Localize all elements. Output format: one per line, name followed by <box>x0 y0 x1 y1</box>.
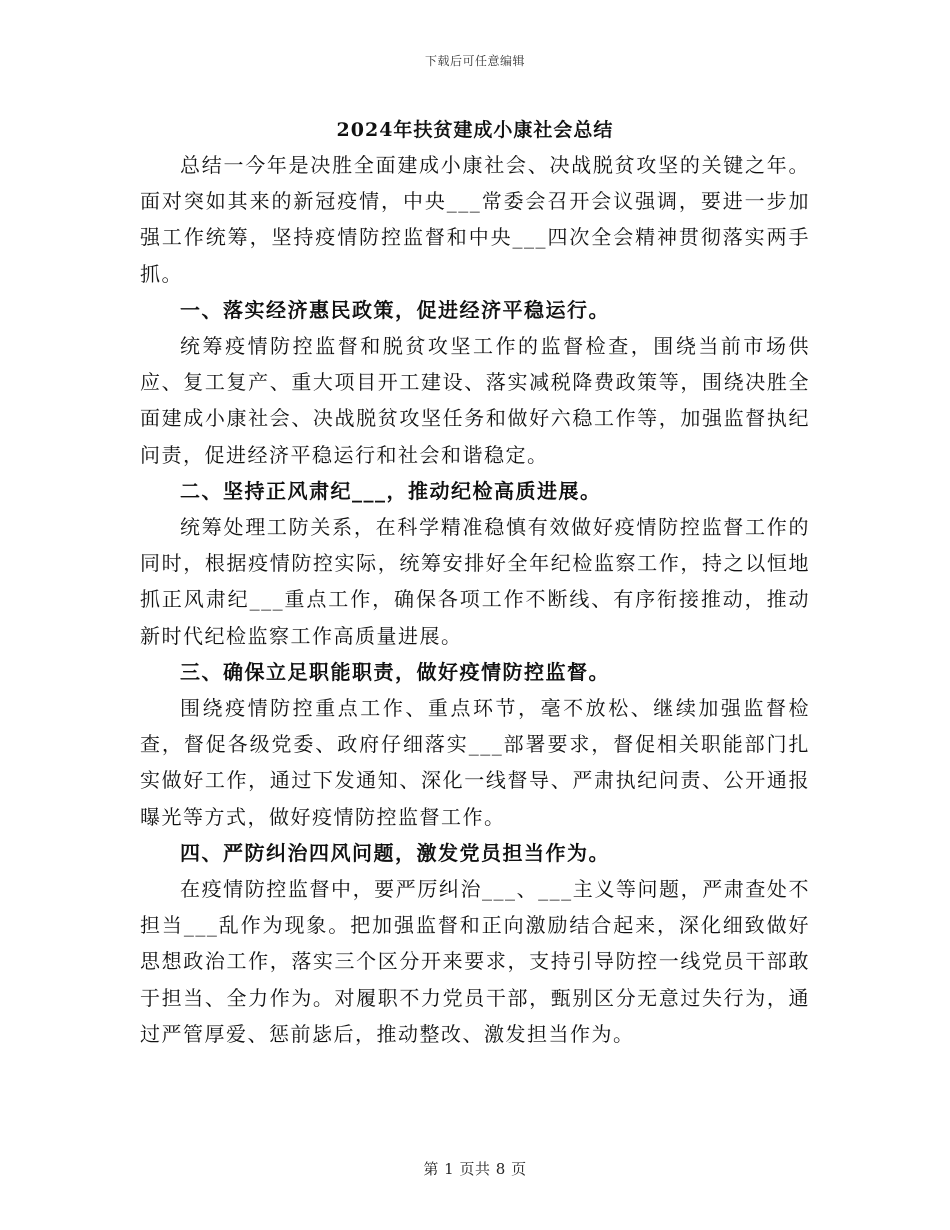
section-body-1: 统筹疫情防控监督和脱贫攻坚工作的监督检查，围绕当前市场供应、复工复产、重大项目开工建设、落实减税降费政策等，围绕决胜全面建成小康社会、决战脱贫攻坚任务和做好六稳工作等，加强监督执纪问责，促进经济平稳运行和社会和谐稳定。 <box>140 334 810 467</box>
header-note: 下载后可任意编辑 <box>424 54 525 68</box>
section-body-3: 围绕疫情防控重点工作、重点环节，毫不放松、继续加强监督检查，督促各级党委、政府仔细落实___部署要求，督促相关职能部门扎实做好工作，通过下发通知、深化一线督导、严肃执纪问责、公开通报曝光等方式，做好疫情防控监督工作。 <box>140 696 810 829</box>
section-heading-2: 二、坚持正风肃纪___，推动纪检高质进展。 <box>180 478 602 503</box>
section-body-4: 在疫情防控监督中，要严厉纠治___、___主义等问题，严肃查处不担当___乱作为现象。把加强监督和正向激励结合起来，深化细致做好思想政治工作，落实三个区分开来要求，支持引导防控一线党员干部敢于担当、全力作为。对履职不力党员干部，甄别区分无意过失行为，通过严管厚爱、惩前毖后，推动整改、激发担当作为。 <box>140 877 810 1046</box>
document-title: 2024年扶贫建成小康社会总结 <box>336 119 614 141</box>
section-heading-4: 四、严防纠治四风问题，激发党员担当作为。 <box>180 840 610 865</box>
section-heading-1: 一、落实经济惠民政策，促进经济平稳运行。 <box>180 297 610 322</box>
intro-paragraph: 总结一今年是决胜全面建成小康社会、决战脱贫攻坚的关键之年。面对突如其来的新冠疫情，中央___常委会召开会议强调，要进一步加强工作统筹，坚持疫情防控监督和中央___四次全会精神贯彻落实两手抓。 <box>140 153 810 286</box>
document-body <box>140 147 810 1052</box>
section-heading-3: 三、确保立足职能职责，做好疫情防控监督。 <box>180 659 610 684</box>
section-body-2: 统筹处理工防关系，在科学精准稳慎有效做好疫情防控监督工作的同时，根据疫情防控实际，统筹安排好全年纪检监察工作，持之以恒地抓正风肃纪___重点工作，确保各项工作不断线、有序衔接推动，推动新时代纪检监察工作高质量进展。 <box>140 515 810 648</box>
page-number-footer: 第 1 页共 8 页 <box>423 1160 527 1178</box>
